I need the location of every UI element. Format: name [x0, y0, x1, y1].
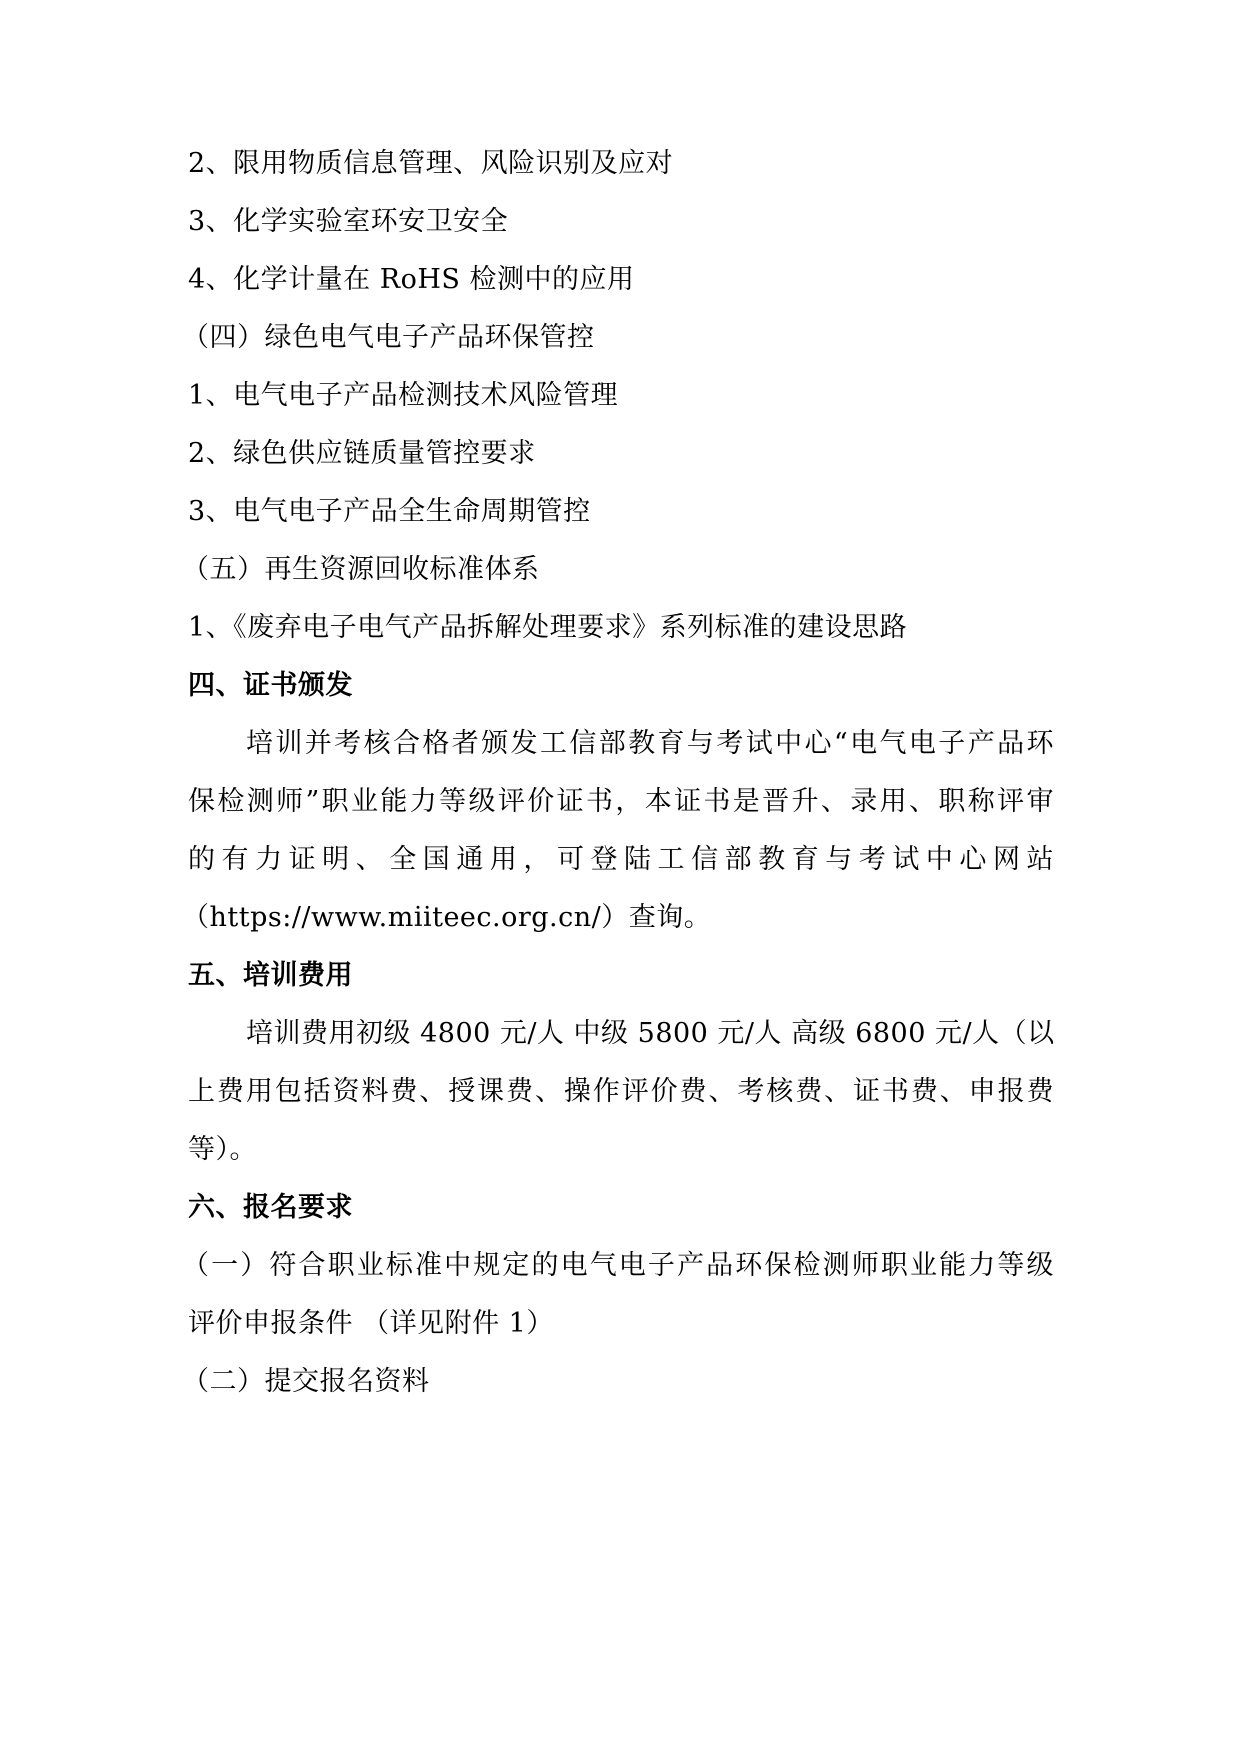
registration-item-2: （二）提交报名资料: [182, 1366, 430, 1397]
fees-paragraph-line-2: 上费用包括资料费、授课费、操作评价费、考核费、证书费、申报费: [188, 1076, 1054, 1107]
list-item-restricted-substances: 2、限用物质信息管理、风险识别及应对: [188, 148, 674, 179]
certificate-paragraph-line-2: 保检测师”职业能力等级评价证书，本证书是晋升、录用、职称评审: [188, 786, 1054, 817]
certificate-paragraph-line-3: 的有力证明、全国通用，可登陆工信部教育与考试中心网站: [188, 844, 1054, 875]
list-item-chemical-metrology: 4、化学计量在 RoHS 检测中的应用: [188, 264, 635, 295]
section-heading-registration: 六、报名要求: [188, 1192, 353, 1223]
registration-item-1-line-1: （一）符合职业标准中规定的电气电子产品环保检测师职业能力等级: [182, 1250, 1054, 1281]
section-heading-fees: 五、培训费用: [188, 960, 353, 991]
list-item-risk-management: 1、电气电子产品检测技术风险管理: [188, 380, 619, 411]
certificate-paragraph-line-1: 培训并考核合格者颁发工信部教育与考试中心“电气电子产品环: [246, 728, 1054, 759]
certificate-paragraph-line-4: （https://www.miiteec.org.cn/）查询。: [182, 902, 712, 933]
list-item-disassembly-standards: 1、《废弃电子电气产品拆解处理要求》系列标准的建设思路: [188, 612, 908, 643]
subsection-recycling-standards: （五）再生资源回收标准体系: [182, 554, 540, 585]
registration-item-1-line-2: 评价申报条件 （详见附件 1）: [188, 1308, 554, 1339]
section-heading-certificate: 四、证书颁发: [188, 670, 353, 701]
list-item-supply-chain: 2、绿色供应链质量管控要求: [188, 438, 536, 469]
fees-paragraph-line-1: 培训费用初级 4800 元/人 中级 5800 元/人 高级 6800 元/人（以: [246, 1018, 1055, 1049]
list-item-lab-safety: 3、化学实验室环安卫安全: [188, 206, 509, 237]
fees-paragraph-line-3: 等）。: [188, 1134, 257, 1165]
list-item-lifecycle: 3、电气电子产品全生命周期管控: [188, 496, 591, 527]
subsection-green-control: （四）绿色电气电子产品环保管控: [182, 322, 595, 353]
